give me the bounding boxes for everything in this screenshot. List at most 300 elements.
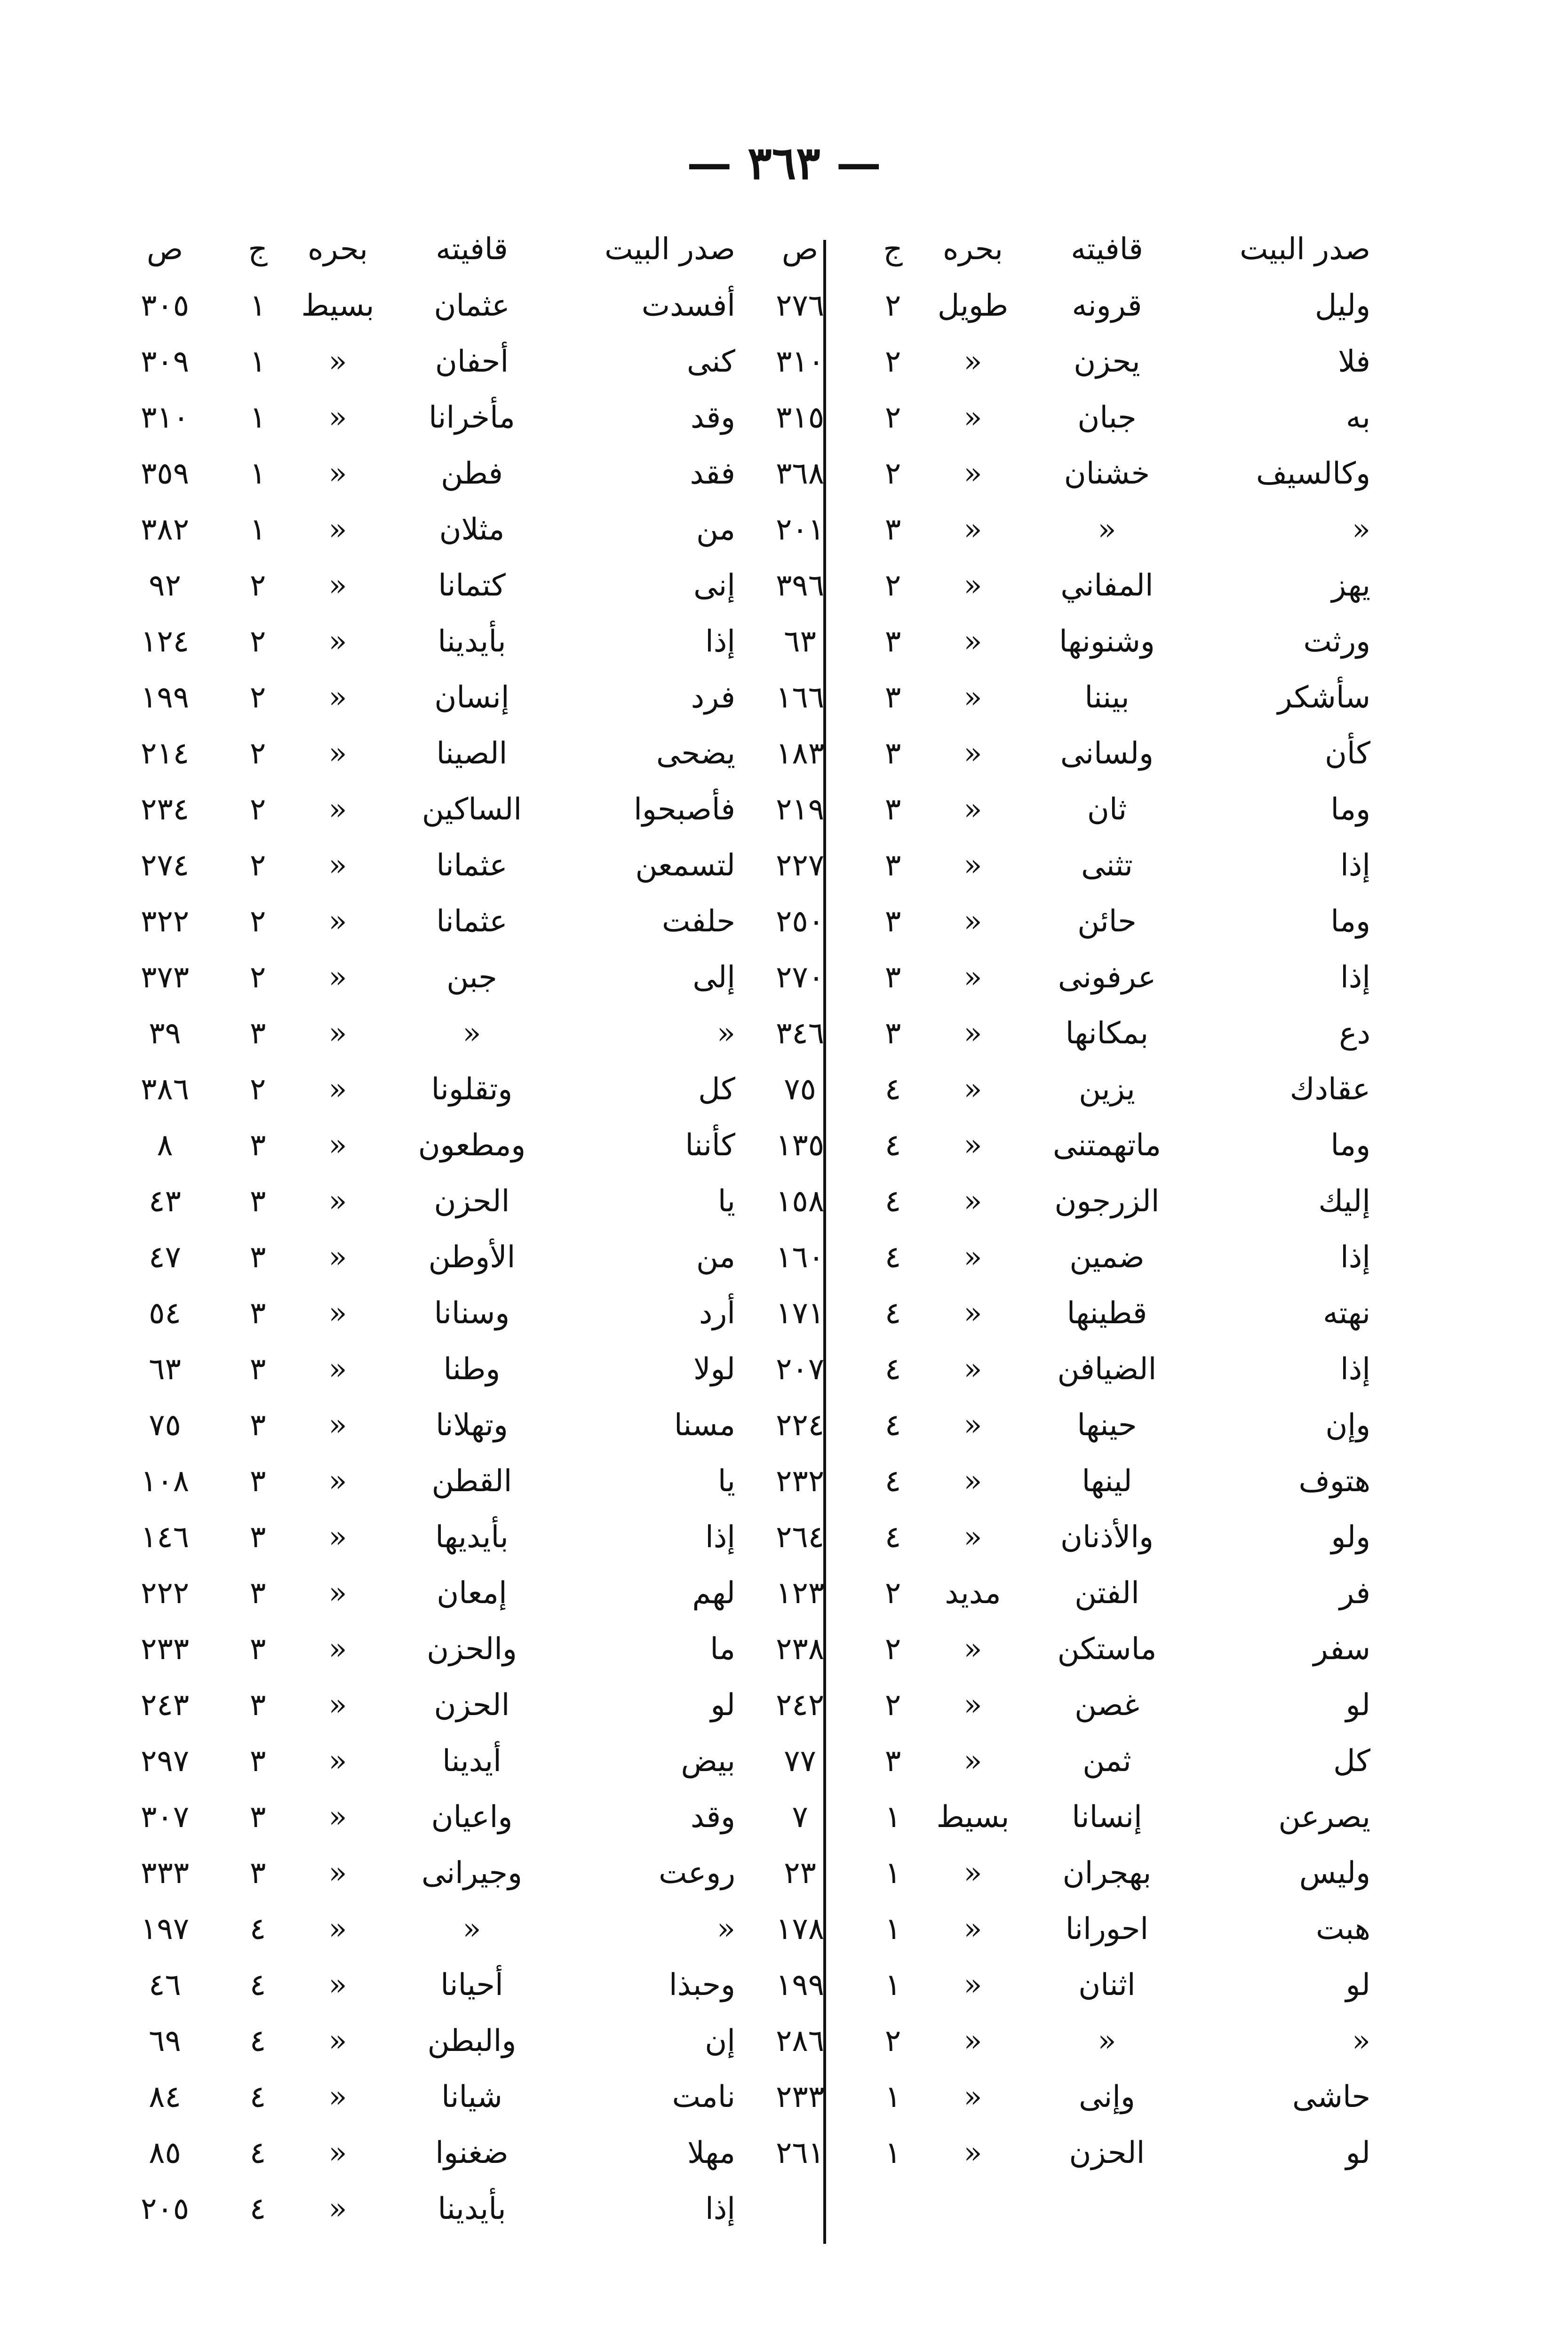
cell-juz: ٢	[249, 568, 266, 603]
cell-qafiya: ماستكن	[1057, 1631, 1157, 1667]
table-row	[103, 949, 735, 1005]
cell-qafiya: قطينها	[1067, 1295, 1147, 1331]
cell-juz: ٣	[884, 960, 901, 995]
cell-juz: ٣	[884, 792, 901, 827]
cell-bahr: «	[328, 1743, 347, 1779]
cell-sadr: مهلا	[687, 2135, 735, 2170]
cell-bahr: «	[963, 512, 982, 547]
cell-bahr: «	[963, 1240, 982, 1275]
table-row	[103, 1677, 735, 1733]
cell-juz: ١	[249, 288, 266, 323]
cell-sadr: لتسمعن	[635, 848, 735, 883]
cell-bahr: «	[328, 1463, 347, 1499]
cell-page: ٣٩٦	[775, 568, 825, 603]
cell-sadr: إن	[705, 2023, 735, 2058]
cell-sadr: دع	[1339, 1016, 1370, 1051]
cell-juz: ٢	[249, 1072, 266, 1107]
cell-bahr: «	[328, 960, 347, 995]
cell-sadr: من	[696, 1240, 735, 1275]
cell-bahr: «	[328, 400, 347, 435]
cell-page: ٣٧٣	[140, 960, 190, 995]
cell-qafiya: شيانا	[441, 2079, 502, 2114]
cell-page: ٤٧	[149, 1240, 181, 1275]
cell-bahr: «	[963, 1463, 982, 1499]
cell-juz: ٢	[884, 456, 901, 491]
cell-juz: ٤	[884, 1463, 901, 1499]
cell-qafiya: الضيافن	[1057, 1351, 1157, 1387]
cell-juz: ١	[249, 456, 266, 491]
cell-bahr: «	[328, 1072, 347, 1107]
table-row	[738, 1229, 1370, 1285]
cell-juz: ٣	[249, 1743, 266, 1779]
cell-juz: ٢	[249, 624, 266, 659]
cell-bahr: طويل	[937, 288, 1009, 323]
cell-bahr: «	[963, 680, 982, 715]
cell-qafiya: إنسان	[434, 680, 509, 715]
cell-sadr: وليس	[1299, 1855, 1370, 1891]
table-row	[738, 893, 1370, 949]
cell-sadr: فلا	[1338, 344, 1370, 379]
cell-qafiya: وتهلانا	[436, 1407, 508, 1443]
cell-sadr: وحبذا	[669, 1967, 735, 2002]
cell-juz: ٤	[249, 2135, 266, 2170]
cell-page: ٢٢٧	[775, 848, 825, 883]
table-row	[103, 613, 735, 669]
table-row	[738, 1901, 1370, 1957]
cell-sadr: لو	[1345, 1687, 1370, 1723]
table-row	[738, 1061, 1370, 1117]
table-row	[738, 1397, 1370, 1453]
cell-sadr: نهته	[1323, 1295, 1370, 1331]
cell-bahr: «	[328, 680, 347, 715]
cell-page: ١٧١	[775, 1295, 825, 1331]
cell-page: ٣٤٦	[775, 1016, 825, 1051]
cell-bahr: «	[963, 1072, 982, 1107]
cell-sadr: لو	[1345, 2135, 1370, 2170]
table-body-left	[103, 278, 735, 2237]
cell-juz: ٤	[249, 2023, 266, 2058]
table-row	[103, 1453, 735, 1509]
cell-juz: ٤	[249, 1967, 266, 2002]
cell-sadr: به	[1345, 400, 1370, 435]
cell-juz: ٤	[884, 1351, 901, 1387]
cell-page: ٢٧٤	[140, 848, 190, 883]
cell-qafiya: «	[462, 1911, 481, 1947]
cell-qafiya: «	[462, 1016, 481, 1051]
cell-page: ١٥٨	[775, 1184, 825, 1219]
cell-bahr: «	[963, 1519, 982, 1555]
cell-page: ٤٣	[149, 1184, 181, 1219]
table-row	[103, 1621, 735, 1677]
cell-bahr: «	[328, 2023, 347, 2058]
cell-juz: ١	[884, 1855, 901, 1891]
cell-bahr: «	[328, 2135, 347, 2170]
cell-bahr: «	[328, 2191, 347, 2226]
table-row	[103, 1005, 735, 1061]
cell-juz: ٣	[884, 1743, 901, 1779]
table-row	[738, 949, 1370, 1005]
table-row	[738, 278, 1370, 334]
table-row	[738, 1957, 1370, 2013]
table-row	[738, 1453, 1370, 1509]
cell-sadr: بيض	[681, 1743, 735, 1779]
cell-qafiya: وإنى	[1079, 2079, 1135, 2114]
table-row	[738, 1677, 1370, 1733]
table-row	[738, 445, 1370, 501]
cell-juz: ٢	[249, 848, 266, 883]
cell-juz: ٤	[249, 2079, 266, 2114]
cell-sadr: يا	[717, 1184, 735, 1219]
cell-juz: ٤	[884, 1407, 901, 1443]
cell-sadr: كنى	[686, 344, 735, 379]
cell-page: ٧٥	[149, 1407, 181, 1443]
header-juz: ج	[883, 232, 903, 267]
cell-juz: ٤	[884, 1240, 901, 1275]
cell-qafiya: «	[1098, 2023, 1116, 2058]
cell-bahr: بسيط	[936, 1799, 1010, 1835]
cell-sadr: كأننا	[685, 1128, 735, 1163]
cell-page: ٣٣٣	[140, 1855, 190, 1891]
header-page: ص	[781, 232, 819, 267]
cell-sadr: كأن	[1325, 736, 1370, 771]
cell-juz: ٢	[884, 568, 901, 603]
cell-bahr: «	[963, 960, 982, 995]
cell-bahr: «	[328, 1351, 347, 1387]
table-row	[103, 278, 735, 334]
cell-juz: ٣	[249, 1240, 266, 1275]
cell-page: ٣١٥	[775, 400, 825, 435]
cell-page: ٢٢٢	[140, 1575, 190, 1611]
table-header-row	[738, 221, 1370, 278]
cell-juz: ١	[249, 512, 266, 547]
table-row	[103, 501, 735, 557]
cell-sadr: فر	[1339, 1575, 1370, 1611]
cell-juz: ٣	[249, 1184, 266, 1219]
cell-bahr: «	[963, 568, 982, 603]
table-row	[738, 1621, 1370, 1677]
cell-bahr: «	[963, 736, 982, 771]
table-body-right	[738, 278, 1370, 2181]
cell-page: ٦٣	[149, 1351, 181, 1387]
cell-page: ٣٥٩	[140, 456, 190, 491]
cell-qafiya: والبطن	[427, 2023, 517, 2058]
cell-juz: ٤	[249, 1911, 266, 1947]
cell-bahr: «	[963, 1855, 982, 1891]
cell-bahr: «	[328, 344, 347, 379]
cell-bahr: «	[963, 1128, 982, 1163]
cell-sadr: «	[1352, 512, 1370, 547]
cell-juz: ٣	[249, 1295, 266, 1331]
cell-page: ٢١٩	[775, 792, 825, 827]
cell-qafiya: أحيانا	[440, 1967, 503, 2002]
cell-page: ٧	[792, 1799, 808, 1835]
cell-qafiya: الأوطن	[428, 1240, 516, 1275]
cell-qafiya: عثمان	[434, 288, 510, 323]
cell-sadr: «	[1352, 2023, 1370, 2058]
cell-page: ٣٦٨	[775, 456, 825, 491]
cell-sadr: إنى	[693, 568, 735, 603]
cell-sadr: يصرعن	[1278, 1799, 1370, 1835]
cell-juz: ٢	[249, 960, 266, 995]
cell-bahr: «	[963, 400, 982, 435]
cell-qafiya: عثمانا	[436, 848, 508, 883]
cell-page: ٤٦	[149, 1967, 181, 2002]
table-row	[103, 1397, 735, 1453]
cell-juz: ٤	[884, 1519, 901, 1555]
cell-qafiya: عثمانا	[436, 904, 508, 939]
header-qafiya: قافيته	[1071, 232, 1143, 267]
cell-sadr: إليك	[1318, 1184, 1370, 1219]
cell-page: ١٣٥	[775, 1128, 825, 1163]
cell-qafiya: وسنانا	[434, 1295, 510, 1331]
table-row	[103, 389, 735, 445]
cell-sadr: إذا	[1340, 1240, 1370, 1275]
table-row	[103, 445, 735, 501]
cell-qafiya: الفتن	[1075, 1575, 1139, 1611]
table-row	[103, 1509, 735, 1565]
cell-page: ١٢٣	[775, 1575, 825, 1611]
cell-page: ٢٣٣	[775, 2079, 825, 2114]
cell-qafiya: حائن	[1077, 904, 1137, 939]
table-row	[103, 1845, 735, 1901]
cell-sadr: سفر	[1313, 1631, 1370, 1667]
cell-page: ٦٣	[784, 624, 816, 659]
cell-page: ١٦٦	[775, 680, 825, 715]
cell-bahr: «	[328, 736, 347, 771]
cell-page: ٢٧٠	[775, 960, 825, 995]
cell-page: ١٨٣	[775, 736, 825, 771]
table-row	[738, 1789, 1370, 1845]
cell-juz: ٣	[884, 1016, 901, 1051]
table-row	[103, 1901, 735, 1957]
header-page: ص	[146, 232, 183, 267]
table-row	[103, 557, 735, 613]
cell-qafiya: حينها	[1077, 1407, 1137, 1443]
header-bahr: بحره	[943, 232, 1003, 267]
cell-sadr: يضحى	[656, 736, 735, 771]
cell-sadr: «	[716, 1911, 735, 1947]
cell-qafiya: غصن	[1075, 1687, 1139, 1723]
cell-qafiya: وتقلونا	[431, 1072, 513, 1107]
cell-qafiya: وطنا	[443, 1351, 501, 1387]
cell-bahr: «	[963, 456, 982, 491]
cell-bahr: «	[963, 1295, 982, 1331]
cell-bahr: «	[328, 2079, 347, 2114]
cell-sadr: أفسدت	[641, 288, 735, 323]
cell-juz: ٢	[884, 1575, 901, 1611]
table-row	[738, 669, 1370, 725]
cell-bahr: «	[328, 1295, 347, 1331]
table-row	[738, 1005, 1370, 1061]
cell-juz: ٢	[884, 288, 901, 323]
cell-sadr: يا	[717, 1463, 735, 1499]
cell-page: ١٧٨	[775, 1911, 825, 1947]
table-row	[103, 893, 735, 949]
cell-juz: ٣	[249, 1463, 266, 1499]
cell-page: ٦٩	[149, 2023, 181, 2058]
cell-juz: ٣	[249, 1631, 266, 1667]
table-row	[738, 1285, 1370, 1341]
cell-bahr: «	[963, 848, 982, 883]
cell-juz: ٣	[884, 904, 901, 939]
cell-sadr: مسنا	[674, 1407, 735, 1443]
cell-page: ٣٠٩	[140, 344, 190, 379]
cell-qafiya: ولسانى	[1060, 736, 1154, 771]
cell-page: ٣٨٦	[140, 1072, 190, 1107]
cell-qafiya: عرفونى	[1058, 960, 1156, 995]
cell-juz: ١	[249, 344, 266, 379]
cell-page: ٥٤	[149, 1295, 181, 1331]
cell-sadr: وقد	[690, 1799, 735, 1835]
cell-juz: ٣	[884, 624, 901, 659]
cell-bahr: «	[328, 1016, 347, 1051]
cell-bahr: «	[963, 2079, 982, 2114]
cell-qafiya: فطن	[441, 456, 503, 491]
cell-juz: ٣	[884, 512, 901, 547]
cell-juz: ٢	[884, 2023, 901, 2058]
table-row	[738, 389, 1370, 445]
cell-page: ١٩٩	[775, 1967, 825, 2002]
cell-bahr: «	[328, 1575, 347, 1611]
cell-sadr: روعت	[659, 1855, 735, 1891]
page-number: — ٣٦٣ —	[686, 136, 882, 190]
cell-qafiya: كتمانا	[438, 568, 506, 603]
table-row	[103, 1957, 735, 2013]
cell-juz: ٤	[249, 2191, 266, 2226]
cell-bahr: «	[328, 512, 347, 547]
cell-bahr: «	[963, 1631, 982, 1667]
table-row	[738, 2013, 1370, 2069]
cell-bahr: «	[328, 1855, 347, 1891]
cell-page: ٢٣٢	[775, 1463, 825, 1499]
cell-qafiya: القطن	[431, 1463, 512, 1499]
cell-page: ٢٧٦	[775, 288, 825, 323]
table-row	[103, 1061, 735, 1117]
header-juz: ج	[248, 232, 268, 267]
cell-sadr: حاشى	[1292, 2079, 1370, 2114]
cell-qafiya: مأخرانا	[429, 400, 515, 435]
cell-bahr: «	[963, 624, 982, 659]
header-sadr: صدر البيت	[605, 232, 735, 267]
table-row	[103, 334, 735, 389]
cell-sadr: إذا	[705, 2191, 735, 2226]
cell-page: ٣٠٧	[140, 1799, 190, 1835]
header-bahr: بحره	[308, 232, 368, 267]
cell-qafiya: أيدينا	[442, 1743, 501, 1779]
header-sadr: صدر البيت	[1240, 232, 1370, 267]
cell-bahr: «	[963, 1687, 982, 1723]
cell-page: ٣٩	[149, 1016, 181, 1051]
cell-bahr: «	[963, 904, 982, 939]
cell-page: ٢٢٤	[775, 1407, 825, 1443]
cell-page: ٣٢٢	[140, 904, 190, 939]
cell-sadr: من	[696, 512, 735, 547]
cell-page: ١٠٨	[140, 1463, 190, 1499]
cell-page: ٢٩٧	[140, 1743, 190, 1779]
table-row	[103, 1341, 735, 1397]
cell-page: ٢٣٨	[775, 1631, 825, 1667]
cell-page: ٢٣٤	[140, 792, 190, 827]
cell-qafiya: الحزن	[434, 1184, 510, 1219]
cell-bahr: «	[328, 624, 347, 659]
cell-juz: ٣	[884, 736, 901, 771]
cell-bahr: «	[328, 1799, 347, 1835]
cell-qafiya: بيننا	[1084, 680, 1130, 715]
cell-sadr: إذا	[1340, 1351, 1370, 1387]
cell-qafiya: بهجران	[1062, 1855, 1152, 1891]
cell-juz: ٣	[249, 1799, 266, 1835]
cell-qafiya: الزرجون	[1054, 1184, 1160, 1219]
table-row	[103, 1789, 735, 1845]
cell-qafiya: احورانا	[1065, 1911, 1149, 1947]
cell-bahr: «	[963, 1351, 982, 1387]
cell-qafiya: واعيان	[431, 1799, 513, 1835]
cell-bahr: «	[328, 1631, 347, 1667]
cell-juz: ١	[884, 1967, 901, 2002]
cell-sadr: وإن	[1325, 1407, 1370, 1443]
cell-bahr: «	[328, 1687, 347, 1723]
cell-page: ١٦٠	[775, 1240, 825, 1275]
cell-qafiya: يحزن	[1074, 344, 1140, 379]
cell-qafiya: اثنان	[1078, 1967, 1136, 2002]
cell-page: ٢١٤	[140, 736, 190, 771]
cell-bahr: «	[963, 2023, 982, 2058]
table-row	[103, 1173, 735, 1229]
cell-sadr: ما	[710, 1631, 735, 1667]
cell-page: ١٤٦	[140, 1519, 190, 1555]
cell-qafiya: وشنونها	[1059, 624, 1155, 659]
table-row	[738, 2125, 1370, 2181]
cell-page: ٣١٠	[775, 344, 825, 379]
cell-page: ٢٠٥	[140, 2191, 190, 2226]
cell-sadr: لو	[1345, 1967, 1370, 2002]
cell-juz: ٢	[249, 680, 266, 715]
cell-page: ٢٣	[784, 1855, 816, 1891]
cell-qafiya: لينها	[1082, 1463, 1132, 1499]
cell-page: ٢٠١	[775, 512, 825, 547]
cell-sadr: أرد	[699, 1295, 735, 1331]
cell-bahr: «	[328, 1519, 347, 1555]
cell-page: ٢٠٧	[775, 1351, 825, 1387]
cell-juz: ١	[884, 1911, 901, 1947]
table-row	[103, 2181, 735, 2237]
cell-sadr: عقادك	[1289, 1072, 1370, 1107]
cell-juz: ٤	[884, 1295, 901, 1331]
cell-qafiya: إنسانا	[1072, 1799, 1142, 1835]
table-row	[103, 1733, 735, 1789]
cell-qafiya: خشنان	[1064, 456, 1150, 491]
table-row	[738, 557, 1370, 613]
cell-sadr: إلى	[692, 960, 735, 995]
cell-page: ٢٤٢	[775, 1687, 825, 1723]
cell-qafiya: بأيدينا	[438, 2191, 506, 2226]
cell-sadr: لهم	[692, 1575, 735, 1611]
cell-bahr: «	[963, 2135, 982, 2170]
cell-sadr: هبت	[1316, 1911, 1370, 1947]
cell-bahr: «	[328, 568, 347, 603]
cell-qafiya: مثلان	[439, 512, 505, 547]
cell-juz: ١	[884, 2079, 901, 2114]
table-row	[738, 1117, 1370, 1173]
cell-juz: ٣	[249, 1407, 266, 1443]
cell-sadr: هتوف	[1298, 1463, 1370, 1499]
cell-sadr: ورثت	[1303, 624, 1370, 659]
table-row	[738, 1509, 1370, 1565]
table-row	[738, 334, 1370, 389]
cell-page: ٣١٠	[140, 400, 190, 435]
cell-sadr: إذا	[1340, 960, 1370, 995]
cell-page: ٨٤	[149, 2079, 181, 2114]
